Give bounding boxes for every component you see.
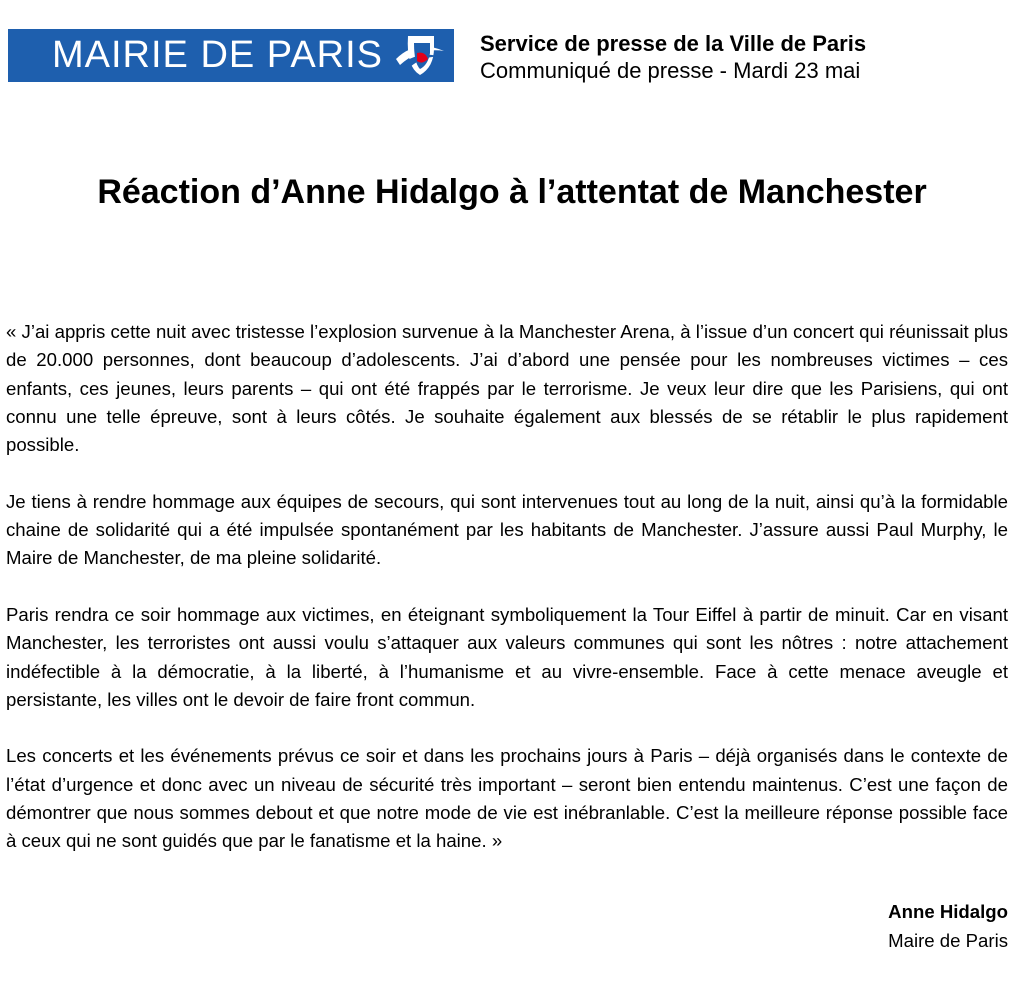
paragraph: « J’ai appris cette nuit avec tristesse l’explosion survenue à la Manchester Arena, à l’issue d’un concert qui réunissait plus de 20.000 personnes, dont beaucoup d’adolescents. J’ai d’abord une pensée pour les nombreuses victimes – ces enfants, ces jeunes, leurs parents – qui ont été frappés par le terrorisme. Je veux leur dire que les Parisiens, qui ont connu une telle épreuve, sont à leurs côtés. Je souhaite également aux blessés de se rétablir le plus rapidement possible. <box>6 321 1008 456</box>
page-title: Réaction d’Anne Hidalgo à l’attentat de Manchester <box>97 173 927 211</box>
paragraph: Paris rendra ce soir hommage aux victimes, en éteignant symboliquement la Tour Eiffel à partir de minuit. Car en visant Manchester, les terroristes ont aussi voulu s’attaquer aux valeurs communes qui sont les nôtres : notre attachement indéfectible à la démocratie, à la liberté, à l’humanisme et au vivre-ensemble. Face à cette menace aveugle et persistante, les villes ont le devoir de faire front commun. <box>6 603 1008 710</box>
paragraph: Les concerts et les événements prévus ce soir et dans les prochains jours à Paris – déjà organisés dans le contexte de l’état d’urgence et donc avec un niveau de sécurité très important – seront bien entendu maintenus. C’est une façon de démontrer que nous sommes debout et que notre mode de vie est inébranlable. C’est la meilleure réponse possible face à ceux qui ne sont guidés que par le fanatisme et la haine. » <box>6 745 1008 852</box>
press-service-label: Service de presse de la Ville de Paris <box>480 31 867 56</box>
paragraph: Je tiens à rendre hommage aux équipes de secours, qui sont intervenues tout au long de la nuit, ainsi qu’à la formidable chaine de solidarité qui a été impulsée spontanément par les habitants de Manchester. J’assure aussi Paul Murphy, le Maire de Manchester, de ma pleine solidarité. <box>6 490 1008 569</box>
signature-role: Maire de Paris <box>888 930 1008 951</box>
press-release-body <box>6 318 1008 884</box>
signature-block <box>888 897 1008 955</box>
mairie-de-paris-logo <box>8 29 454 82</box>
press-header <box>480 30 1020 84</box>
logo-text: MAIRIE DE PARIS <box>52 34 384 76</box>
paris-ship-emblem-icon <box>392 31 448 80</box>
signature-name: Anne Hidalgo <box>888 901 1008 922</box>
communique-date: Communiqué de presse - Mardi 23 mai <box>480 58 861 83</box>
